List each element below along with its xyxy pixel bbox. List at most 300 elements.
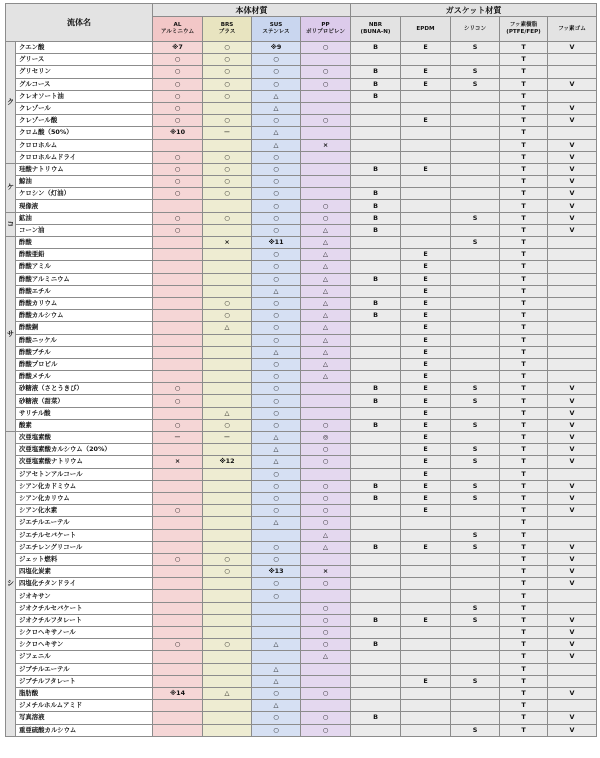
rating-cell: E: [401, 78, 451, 90]
fluid-name-cell: 酢酸アルミニウム: [16, 273, 153, 285]
table-row: [6, 139, 597, 151]
rating-cell: S: [451, 456, 500, 468]
material-name: ブラス: [218, 29, 236, 35]
rating-cell: [451, 285, 500, 297]
rating-cell: [203, 529, 252, 541]
material-column-header: [153, 17, 203, 42]
kana-group-label: ケ: [6, 163, 16, 212]
rating-cell: [548, 517, 597, 529]
rating-cell: [451, 200, 500, 212]
rating-cell: [203, 505, 252, 517]
rating-cell: [301, 675, 351, 687]
rating-cell: ○: [252, 66, 301, 78]
rating-cell: V: [548, 578, 597, 590]
material-column-header: [203, 17, 252, 42]
rating-cell: [548, 663, 597, 675]
material-name: ステンレス: [262, 29, 290, 35]
rating-cell: V: [548, 724, 597, 736]
rating-cell: S: [451, 237, 500, 249]
fluid-name-cell: 酢酸メチル: [16, 371, 153, 383]
rating-cell: ○: [203, 297, 252, 309]
rating-cell: [548, 66, 597, 78]
table-row: [6, 90, 597, 102]
rating-cell: △: [301, 249, 351, 261]
fluid-name-cell: クロム酸（50%）: [16, 127, 153, 139]
rating-cell: [203, 224, 252, 236]
rating-cell: T: [500, 566, 548, 578]
rating-cell: ○: [252, 261, 301, 273]
rating-cell: [401, 176, 451, 188]
rating-cell: [301, 468, 351, 480]
rating-cell: [548, 675, 597, 687]
rating-cell: T: [500, 188, 548, 200]
rating-cell: [153, 529, 203, 541]
fluid-name-cell: ジオキサン: [16, 590, 153, 602]
rating-cell: [153, 249, 203, 261]
table-row: [6, 297, 597, 309]
rating-cell: E: [401, 383, 451, 395]
rating-cell: [203, 273, 252, 285]
rating-cell: －: [203, 432, 252, 444]
rating-cell: ○: [252, 419, 301, 431]
rating-cell: △: [301, 371, 351, 383]
fluid-name-cell: ジブチルフタレート: [16, 675, 153, 687]
rating-cell: T: [500, 212, 548, 224]
rating-cell: V: [548, 407, 597, 419]
material-column-header: [252, 17, 301, 42]
rating-cell: S: [451, 529, 500, 541]
table-row: [6, 322, 597, 334]
table-row: [6, 639, 597, 651]
table-row: [6, 54, 597, 66]
fluid-name-cell: クロロホルムドライ: [16, 151, 153, 163]
fluid-name-cell: シアン化カリウム: [16, 492, 153, 504]
rating-cell: ○: [301, 419, 351, 431]
rating-cell: ×: [203, 237, 252, 249]
rating-cell: T: [500, 505, 548, 517]
rating-cell: [351, 358, 401, 370]
rating-cell: B: [351, 310, 401, 322]
rating-cell: V: [548, 687, 597, 699]
fluid-name-cell: 脂肪酸: [16, 687, 153, 699]
rating-cell: ○: [252, 163, 301, 175]
material-code: EPDM: [416, 25, 435, 32]
table-row: [6, 627, 597, 639]
material-code: フッ素樹脂: [509, 22, 538, 28]
table-row: [6, 517, 597, 529]
rating-cell: T: [500, 102, 548, 114]
rating-cell: [401, 602, 451, 614]
rating-cell: V: [548, 553, 597, 565]
rating-cell: [153, 273, 203, 285]
rating-cell: S: [451, 395, 500, 407]
rating-cell: [153, 602, 203, 614]
rating-cell: V: [548, 651, 597, 663]
rating-cell: △: [252, 456, 301, 468]
material-name: (BUNA-N): [360, 29, 391, 35]
rating-cell: [153, 492, 203, 504]
rating-cell: △: [301, 541, 351, 553]
rating-cell: V: [548, 200, 597, 212]
rating-cell: [401, 651, 451, 663]
rating-cell: [451, 663, 500, 675]
rating-cell: E: [401, 322, 451, 334]
rating-cell: [351, 334, 401, 346]
rating-cell: [301, 176, 351, 188]
rating-cell: ○: [301, 480, 351, 492]
fluid-name-cell: ジェット燃料: [16, 553, 153, 565]
rating-cell: [401, 517, 451, 529]
rating-cell: V: [548, 492, 597, 504]
rating-cell: S: [451, 541, 500, 553]
rating-cell: [401, 529, 451, 541]
table-row: [6, 614, 597, 626]
rating-cell: △: [301, 322, 351, 334]
rating-cell: ○: [153, 395, 203, 407]
rating-cell: [548, 237, 597, 249]
rating-cell: S: [451, 492, 500, 504]
rating-cell: [351, 407, 401, 419]
table-row: [6, 285, 597, 297]
rating-cell: [451, 566, 500, 578]
rating-cell: [548, 590, 597, 602]
rating-cell: [203, 468, 252, 480]
rating-cell: ※14: [153, 687, 203, 699]
rating-cell: ※11: [252, 237, 301, 249]
rating-cell: T: [500, 492, 548, 504]
rating-cell: ○: [252, 371, 301, 383]
rating-cell: ○: [153, 115, 203, 127]
rating-cell: ○: [153, 66, 203, 78]
rating-cell: E: [401, 358, 451, 370]
rating-cell: [451, 712, 500, 724]
rating-cell: T: [500, 651, 548, 663]
material-code: フッ素ゴム: [558, 25, 586, 32]
rating-cell: [451, 358, 500, 370]
rating-cell: E: [401, 285, 451, 297]
rating-cell: ○: [203, 310, 252, 322]
rating-cell: [153, 285, 203, 297]
rating-cell: ○: [301, 505, 351, 517]
rating-cell: ○: [153, 90, 203, 102]
rating-cell: [203, 675, 252, 687]
fluid-name-cell: シアン化水素: [16, 505, 153, 517]
rating-cell: [548, 371, 597, 383]
table-row: [6, 566, 597, 578]
rating-cell: T: [500, 407, 548, 419]
rating-cell: T: [500, 163, 548, 175]
rating-cell: △: [252, 285, 301, 297]
rating-cell: T: [500, 176, 548, 188]
material-name: アルミニウム: [160, 29, 195, 35]
rating-cell: ×: [301, 566, 351, 578]
table-row: [6, 663, 597, 675]
material-column-header: [451, 17, 500, 42]
rating-cell: [351, 505, 401, 517]
fluid-name-cell: 酸素: [16, 419, 153, 431]
rating-cell: ○: [252, 200, 301, 212]
rating-cell: V: [548, 139, 597, 151]
rating-cell: [153, 700, 203, 712]
rating-cell: [351, 115, 401, 127]
rating-cell: [548, 334, 597, 346]
table-row: [6, 383, 597, 395]
rating-cell: [401, 200, 451, 212]
rating-cell: [401, 224, 451, 236]
rating-cell: ○: [153, 151, 203, 163]
rating-cell: ○: [153, 553, 203, 565]
rating-cell: T: [500, 273, 548, 285]
rating-cell: [351, 602, 401, 614]
rating-cell: E: [401, 66, 451, 78]
rating-cell: [451, 176, 500, 188]
rating-cell: ×: [153, 456, 203, 468]
rating-cell: [203, 492, 252, 504]
table-row: [6, 553, 597, 565]
rating-cell: T: [500, 614, 548, 626]
rating-cell: [351, 627, 401, 639]
rating-cell: ○: [203, 42, 252, 54]
rating-cell: V: [548, 541, 597, 553]
fluid-name-cell: ケロシン（灯油）: [16, 188, 153, 200]
rating-cell: ○: [301, 578, 351, 590]
rating-cell: ○: [301, 212, 351, 224]
rating-cell: [351, 566, 401, 578]
rating-cell: ○: [301, 492, 351, 504]
rating-cell: ○: [252, 383, 301, 395]
rating-cell: V: [548, 444, 597, 456]
fluid-name-cell: 鉱油: [16, 212, 153, 224]
rating-cell: [351, 663, 401, 675]
material-name: (PTFE/FEP): [506, 29, 541, 35]
rating-cell: ○: [203, 54, 252, 66]
rating-cell: [451, 139, 500, 151]
rating-cell: [153, 712, 203, 724]
rating-cell: [451, 627, 500, 639]
rating-cell: T: [500, 627, 548, 639]
table-row: [6, 66, 597, 78]
rating-cell: T: [500, 639, 548, 651]
rating-cell: [451, 651, 500, 663]
rating-cell: [401, 663, 451, 675]
rating-cell: ○: [252, 358, 301, 370]
rating-cell: [153, 590, 203, 602]
rating-cell: [401, 90, 451, 102]
material-name: ポリプロピレン: [305, 29, 346, 35]
rating-cell: [301, 383, 351, 395]
fluid-name-cell: シアン化カドミウム: [16, 480, 153, 492]
rating-cell: S: [451, 675, 500, 687]
rating-cell: ○: [252, 395, 301, 407]
rating-cell: ○: [252, 541, 301, 553]
rating-cell: [451, 505, 500, 517]
rating-cell: [203, 627, 252, 639]
rating-cell: ○: [301, 712, 351, 724]
fluid-name-cell: グリース: [16, 54, 153, 66]
rating-cell: [351, 102, 401, 114]
rating-cell: [153, 334, 203, 346]
rating-cell: [351, 651, 401, 663]
fluid-name-cell: グルコース: [16, 78, 153, 90]
rating-cell: [401, 627, 451, 639]
rating-cell: S: [451, 383, 500, 395]
rating-cell: ○: [252, 322, 301, 334]
rating-cell: E: [401, 395, 451, 407]
table-row: [6, 237, 597, 249]
rating-cell: [203, 249, 252, 261]
rating-cell: [203, 578, 252, 590]
rating-cell: [351, 687, 401, 699]
rating-cell: V: [548, 151, 597, 163]
rating-cell: [301, 163, 351, 175]
rating-cell: ○: [203, 66, 252, 78]
rating-cell: [203, 663, 252, 675]
rating-cell: E: [401, 297, 451, 309]
rating-cell: ○: [252, 553, 301, 565]
rating-cell: [252, 627, 301, 639]
rating-cell: T: [500, 358, 548, 370]
fluid-name-cell: シクロヘキサン: [16, 639, 153, 651]
rating-cell: T: [500, 249, 548, 261]
rating-cell: [548, 249, 597, 261]
rating-cell: △: [252, 663, 301, 675]
kana-group-label: コ: [6, 212, 16, 236]
rating-cell: S: [451, 42, 500, 54]
rating-cell: [252, 602, 301, 614]
fluid-name-cell: ジメチルホルムアミド: [16, 700, 153, 712]
rating-cell: [401, 102, 451, 114]
rating-cell: ○: [203, 419, 252, 431]
rating-cell: T: [500, 517, 548, 529]
table-row: [6, 200, 597, 212]
rating-cell: T: [500, 663, 548, 675]
fluid-name-cell: 四塩化チタンドライ: [16, 578, 153, 590]
material-column-header: [301, 17, 351, 42]
rating-cell: T: [500, 444, 548, 456]
fluid-name-cell: 酢酸ブチル: [16, 346, 153, 358]
rating-cell: [548, 297, 597, 309]
rating-cell: S: [451, 444, 500, 456]
rating-cell: [153, 663, 203, 675]
fluid-name-header: 流体名: [6, 4, 153, 42]
rating-cell: V: [548, 505, 597, 517]
gasket-material-header: ガスケット材質: [351, 4, 597, 17]
rating-cell: E: [401, 505, 451, 517]
rating-cell: T: [500, 687, 548, 699]
rating-cell: T: [500, 285, 548, 297]
rating-cell: T: [500, 395, 548, 407]
rating-cell: [451, 261, 500, 273]
rating-cell: V: [548, 78, 597, 90]
rating-cell: ○: [301, 78, 351, 90]
rating-cell: [301, 102, 351, 114]
rating-cell: ○: [301, 456, 351, 468]
rating-cell: [252, 651, 301, 663]
rating-cell: △: [301, 261, 351, 273]
rating-cell: V: [548, 395, 597, 407]
fluid-name-cell: クエン酸: [16, 42, 153, 54]
rating-cell: B: [351, 66, 401, 78]
rating-cell: △: [203, 687, 252, 699]
rating-cell: △: [203, 322, 252, 334]
rating-cell: ○: [252, 176, 301, 188]
rating-cell: [301, 553, 351, 565]
rating-cell: △: [301, 273, 351, 285]
material-column-header: [401, 17, 451, 42]
rating-cell: [153, 297, 203, 309]
rating-cell: [451, 310, 500, 322]
fluid-name-cell: クレオソート油: [16, 90, 153, 102]
rating-cell: ○: [301, 200, 351, 212]
fluid-name-cell: 酢酸カルシウム: [16, 310, 153, 322]
rating-cell: △: [203, 407, 252, 419]
rating-cell: B: [351, 541, 401, 553]
rating-cell: △: [252, 139, 301, 151]
table-row: [6, 358, 597, 370]
rating-cell: ○: [153, 102, 203, 114]
rating-cell: ○: [252, 224, 301, 236]
rating-cell: [351, 176, 401, 188]
rating-cell: [351, 237, 401, 249]
rating-cell: [451, 54, 500, 66]
rating-cell: [301, 188, 351, 200]
rating-cell: E: [401, 614, 451, 626]
rating-cell: [351, 529, 401, 541]
rating-cell: [153, 346, 203, 358]
rating-cell: ○: [252, 249, 301, 261]
rating-cell: ○: [252, 297, 301, 309]
rating-cell: [401, 639, 451, 651]
rating-cell: ○: [252, 151, 301, 163]
table-row: [6, 700, 597, 712]
rating-cell: [351, 675, 401, 687]
rating-cell: [203, 700, 252, 712]
rating-cell: △: [252, 90, 301, 102]
table-row: [6, 163, 597, 175]
rating-cell: T: [500, 529, 548, 541]
rating-cell: [401, 151, 451, 163]
rating-cell: [301, 151, 351, 163]
rating-cell: [548, 602, 597, 614]
fluid-name-cell: ジフェニル: [16, 651, 153, 663]
table-row: [6, 492, 597, 504]
rating-cell: V: [548, 566, 597, 578]
rating-cell: E: [401, 371, 451, 383]
rating-cell: E: [401, 310, 451, 322]
rating-cell: ○: [252, 115, 301, 127]
rating-cell: E: [401, 675, 451, 687]
rating-cell: [351, 285, 401, 297]
rating-cell: [351, 590, 401, 602]
rating-cell: ○: [301, 614, 351, 626]
rating-cell: [252, 529, 301, 541]
table-row: [6, 505, 597, 517]
rating-cell: ○: [153, 224, 203, 236]
rating-cell: △: [301, 334, 351, 346]
rating-cell: B: [351, 614, 401, 626]
rating-cell: E: [401, 249, 451, 261]
rating-cell: △: [301, 346, 351, 358]
rating-cell: ○: [252, 188, 301, 200]
rating-cell: B: [351, 395, 401, 407]
rating-cell: [451, 151, 500, 163]
rating-cell: [351, 54, 401, 66]
rating-cell: [548, 529, 597, 541]
rating-cell: [451, 553, 500, 565]
rating-cell: [153, 237, 203, 249]
rating-cell: B: [351, 188, 401, 200]
rating-cell: B: [351, 383, 401, 395]
